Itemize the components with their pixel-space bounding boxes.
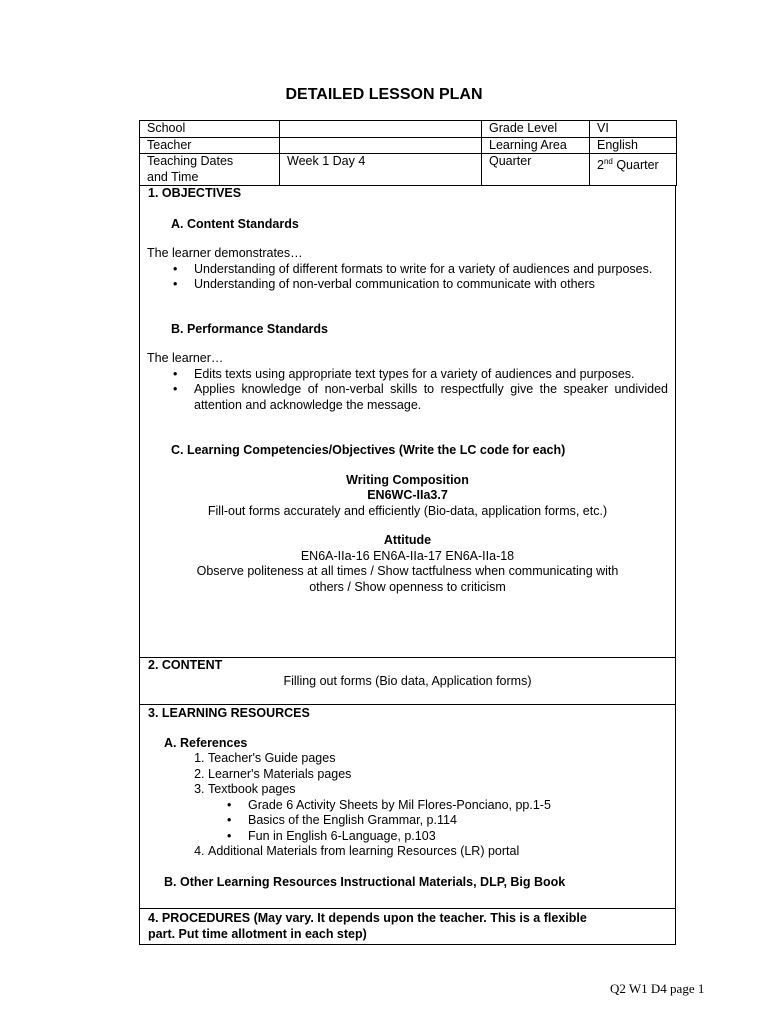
teacher-label: Teacher [140, 137, 280, 154]
info-table [139, 120, 677, 186]
content-heading: 2. CONTENT [148, 658, 223, 672]
learning-competencies-heading: C. Learning Competencies/Objectives (Write the LC code for each) [171, 443, 566, 457]
objectives-section [139, 186, 676, 658]
textbook-pages-label: Textbook pages [208, 782, 296, 796]
page-footer: Q2 W1 D4 page 1 [610, 981, 705, 996]
writing-composition-text: Fill-out forms accurately and efficiently (Bio-data, application forms, etc.) [207, 503, 608, 518]
references-list [147, 751, 668, 860]
list-item: • Understanding of different formats to write for a variety of audiences and purposes. [194, 262, 668, 278]
table-row [140, 137, 677, 154]
attitude-text: Observe politeness at all times / Show tactfulness when communicating with [196, 564, 619, 578]
list-item: • Grade 6 Activity Sheets by Mil Flores-Ponciano, pp.1-5 [248, 798, 668, 814]
procedures-heading: 4. PROCEDURES (May vary. It depends upon the teacher. This is a flexible [148, 911, 587, 925]
teacher-value [280, 137, 482, 154]
list-item: • Basics of the English Grammar, p.114 [248, 813, 668, 829]
attitude-title: Attitude [383, 533, 432, 547]
textbook-list [208, 798, 668, 845]
grade-level-label: Grade Level [482, 121, 590, 138]
list-item: 2. Learner's Materials pages [208, 767, 668, 783]
writing-composition-title: Writing Composition [346, 472, 469, 487]
teaching-dates-label [140, 154, 280, 186]
procedures-heading: part. Put time allotment in each step) [148, 926, 367, 941]
list-item [208, 782, 668, 844]
quarter-value [590, 154, 677, 186]
content-standards-list [147, 262, 668, 293]
list-item: 4. Additional Materials from learning Resources (LR) portal [208, 844, 668, 860]
attitude-codes: EN6A-IIa-16 EN6A-IIa-17 EN6A-IIa-18 [300, 548, 515, 563]
objectives-heading: 1. OBJECTIVES [148, 186, 242, 200]
learning-resources-section [139, 705, 676, 909]
content-text: Filling out forms (Bio data, Application forms) [283, 673, 532, 688]
quarter-number: 2 [597, 158, 604, 173]
writing-composition-code: EN6WC-IIa3.7 [367, 488, 448, 502]
page-title: DETAILED LESSON PLAN [285, 86, 483, 103]
content-section [139, 658, 676, 705]
teaching-dates-label-line: and Time [147, 169, 199, 184]
other-resources-heading: B. Other Learning Resources Instructional Materials, DLP, Big Book [164, 874, 566, 889]
list-item: • Applies knowledge of non-verbal skills to respectfully give the speaker undivided attention and acknowledge the message. [194, 382, 668, 413]
content-standards-intro: The learner demonstrates… [147, 246, 303, 260]
learning-area-value: English [590, 137, 677, 154]
quarter-suffix: nd [603, 157, 613, 166]
learning-resources-heading: 3. LEARNING RESOURCES [148, 706, 310, 720]
table-row [140, 154, 677, 186]
table-row [140, 121, 677, 138]
teaching-dates-label-line: Teaching Dates [147, 154, 234, 168]
list-item: • Edits texts using appropriate text types for a variety of audiences and purposes. [194, 367, 668, 383]
attitude-text: others / Show openness to criticism [309, 579, 506, 594]
quarter-word: Quarter [612, 158, 659, 173]
content-standards-heading: A. Content Standards [171, 216, 299, 231]
performance-standards-list [147, 367, 668, 414]
quarter-label: Quarter [482, 154, 590, 186]
lesson-plan-sheet [139, 120, 676, 945]
teaching-dates-value: Week 1 Day 4 [280, 154, 482, 186]
grade-level-value: VI [590, 121, 677, 138]
list-item: • Fun in English 6-Language, p.103 [248, 829, 668, 845]
performance-standards-heading: B. Performance Standards [171, 321, 328, 336]
references-heading: A. References [164, 735, 248, 750]
list-item: • Understanding of non-verbal communication to communicate with others [194, 277, 668, 293]
procedures-section [139, 909, 676, 945]
school-value [280, 121, 482, 138]
learning-area-label: Learning Area [482, 137, 590, 154]
list-item: 1. Teacher's Guide pages [208, 751, 668, 767]
performance-standards-intro: The learner… [147, 351, 224, 365]
school-label: School [140, 121, 280, 138]
